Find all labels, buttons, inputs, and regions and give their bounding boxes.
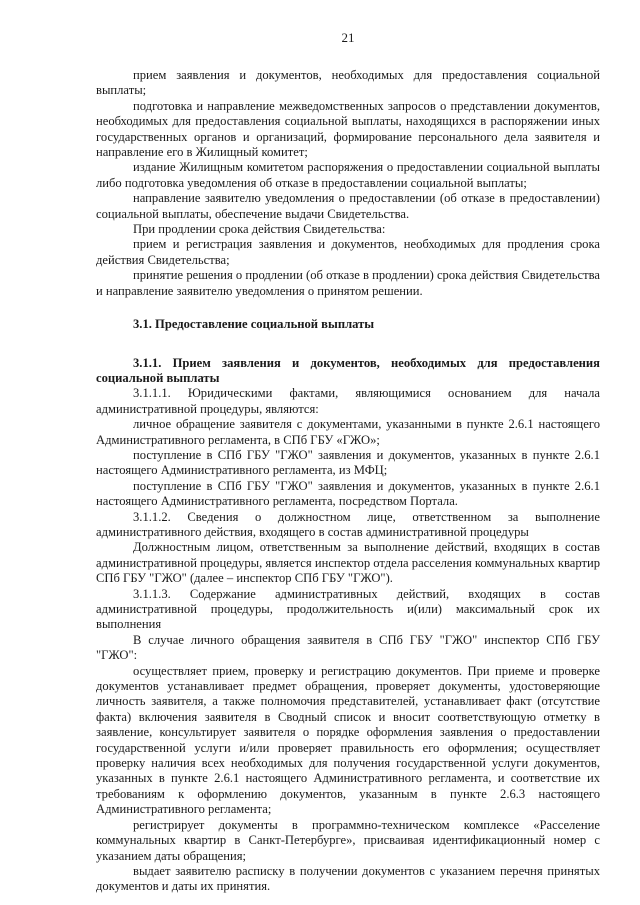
paragraph: При продлении срока действия Свидетельства: <box>133 222 386 237</box>
paragraph: выдает заявителю расписку в получении документов с указанием перечня принятых документов и даты их принятия. <box>96 863 600 894</box>
page-number: 21 <box>341 30 355 45</box>
paragraph: принятие решения о продлении (об отказе в продлении) срока действия Свидетельства и направление заявителю уведомления о принятом решении. <box>96 268 600 298</box>
paragraph: направление заявителю уведомления о предоставлении (об отказе в предоставлении) социальной выплаты, обеспечение выдачи Свидетельства. <box>96 191 600 221</box>
section-heading: 3.1. Предоставление социальной выплаты <box>133 317 375 332</box>
paragraph: поступление в СПб ГБУ "ГЖО" заявления и документов, указанных в пункте 2.6.1 настоящего Административного регламента, посредством Портала. <box>96 478 600 509</box>
paragraph: В случае личного обращения заявителя в СПб ГБУ "ГЖО" инспектор СПб ГБУ "ГЖО": <box>96 632 600 663</box>
spacer <box>96 299 600 317</box>
paragraph: 3.1.1.1. Юридическими фактами, являющимися основанием для начала административной процедуры, являются: <box>96 386 600 416</box>
paragraph: поступление в СПб ГБУ "ГЖО" заявления и документов, указанных в пункте 2.6.1 настоящего Административного регламента, из МФЦ; <box>96 447 600 478</box>
paragraph: прием заявления и документов, необходимых для предоставления социальной выплаты; <box>96 68 600 98</box>
paragraph: личное обращение заявителя с документами, указанными в пункте 2.6.1 настоящего Административного регламента, в СПб ГБУ «ГЖО»; <box>96 417 600 447</box>
paragraph: Должностным лицом, ответственным за выполнение действий, входящих в состав административной процедуры, является инспектор отдела расселения коммунальных квартир СПб ГБУ "ГЖО" (далее – инспектор СПб ГБУ "ГЖО"). <box>96 540 600 586</box>
paragraph: осуществляет прием, проверку и регистрацию документов. При приеме и проверке документов устанавливает предмет обращения, проверяет документы, удостоверяющие личность заявителя, а также полномочия представителей, устанавливает факт (отсутствие факта) включения заявителя в Сводный список и вносит соответствующую отметку в заявление, консультирует заявителя о порядке оформления заявления о предоставлении государственной услуги и/или проверяет правильность его оформления; осуществляет проверку наличия всех необходимых для получения государственной услуги документов, указанных в пункте 2.6.1 настоящего Административного регламента, и соответствие их требованиям к оформлению документов, указанным в пункте 2.6.3 настоящего Административного регламента; <box>96 663 600 817</box>
paragraph: издание Жилищным комитетом распоряжения о предоставлении социальной выплаты либо подготовка уведомления об отказе в предоставлении социальной выплаты; <box>96 160 600 190</box>
paragraph: 3.1.1.2. Сведения о должностном лице, ответственном за выполнение административного действия, входящего в состав административной процедуры <box>96 509 600 539</box>
spacer <box>96 333 600 356</box>
paragraph: подготовка и направление межведомственных запросов о представлении документов, необходимых для предоставления социальной выплаты, находящихся в распоряжении иных государственных органов и организаций, формирование персонального дела заявителя и направление его в Жилищный комитет; <box>96 98 600 160</box>
paragraph: регистрирует документы в программно-техническом комплексе «Расселение коммунальных квартир в Санкт-Петербурге», присваивая идентификационный номер с указанием даты обращения; <box>96 817 600 863</box>
paragraph: прием и регистрация заявления и документов, необходимых для продления срока действия Свидетельства; <box>96 237 600 267</box>
subsection-heading: 3.1.1. Прием заявления и документов, необходимых для предоставления социальной выплаты <box>96 355 600 385</box>
paragraph: 3.1.1.3. Содержание административных действий, входящих в состав административной процедуры, продолжительность и(или) максимальный срок их выполнения <box>96 586 600 632</box>
